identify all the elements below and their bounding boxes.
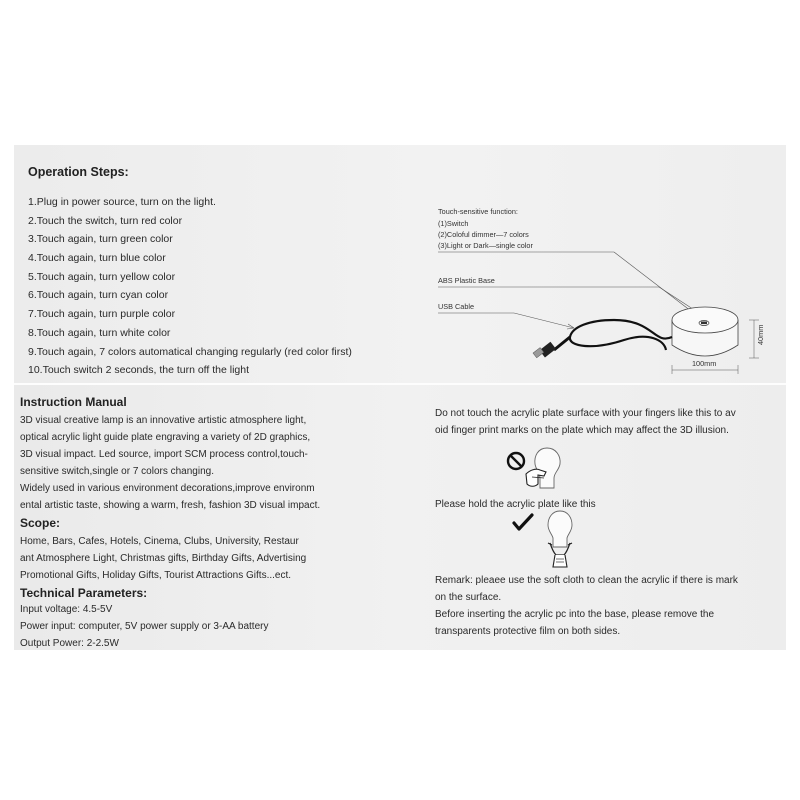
step-item: 1.Plug in power source, turn on the light. (28, 196, 216, 208)
remark-line: Before inserting the acrylic pc into the base, please remove the (435, 609, 715, 620)
intro-line: optical acrylic light guide plate engraving a variety of 2D graphics, (20, 432, 311, 443)
hold-instruction (435, 496, 785, 513)
instruction-column (20, 395, 430, 652)
touch-function-item: (2)Coloful dimmer—7 colors (438, 230, 529, 239)
scope-line: Home, Bars, Cafes, Hotels, Cinema, Clubs, University, Restaur (20, 536, 299, 547)
touch-function-item: (1)Switch (438, 219, 469, 228)
lamp-base-diagram (14, 145, 786, 383)
remark-line: Remark: pleaee use the soft cloth to clean the acrylic if there is mark (435, 575, 738, 586)
scope-title: Scope: (20, 516, 61, 530)
step-item: 10.Touch switch 2 seconds, the turn off the light (28, 364, 250, 377)
no-touch-icon (508, 453, 524, 469)
no-touch-illustration (502, 440, 577, 498)
width-dimension-label: 100mm (692, 359, 717, 368)
checkmark-icon (514, 515, 532, 529)
tech-line: Input voltage: 4.5-5V (20, 604, 113, 615)
scope-line: ant Atmosphere Light, Christmas gifts, Birthday Gifts, Advertising (20, 553, 307, 564)
abs-base-label: ABS Plastic Base (438, 276, 495, 285)
touch-function-title: Touch-sensitive function: (438, 207, 518, 216)
warning-line: Do not touch the acrylic plate surface with your fingers like this to av (435, 408, 736, 419)
intro-line: 3D visual impact. Led source, import SCM process control,touch- (20, 449, 308, 460)
hand-touching-plate-icon (526, 448, 560, 488)
remark-line: transparents protective film on both sides. (435, 626, 621, 637)
usb-cable-icon (533, 320, 672, 358)
remark-notes (435, 572, 785, 640)
intro-line: 3D visual creative lamp is an innovative artistic atmosphere light, (20, 415, 307, 426)
hand-holding-plate-icon (548, 511, 572, 567)
operation-panel (14, 145, 786, 383)
operation-steps-title: Operation Steps: (28, 165, 129, 179)
step-item: 3.Touch again, turn green color (28, 233, 173, 246)
height-dimension-label: 40mm (756, 324, 765, 345)
hold-line: Please hold the acrylic plate like this (435, 499, 596, 510)
step-item: 9.Touch again, 7 colors automatical changing regularly (red color first) (28, 345, 352, 358)
touch-function-item: (3)Light or Dark—single color (438, 241, 533, 250)
step-item: 5.Touch again, turn yellow color (28, 270, 176, 283)
scope-line: Promotional Gifts, Holiday Gifts, Tourist Attractions Gifts...ect. (20, 570, 292, 581)
warning-line: oid finger print marks on the plate which may affect the 3D illusion. (435, 425, 729, 436)
step-item: 6.Touch again, turn cyan color (28, 289, 169, 302)
care-notes-column (435, 405, 785, 439)
tech-line: Power input: computer, 5V power supply or 3-AA battery (20, 621, 269, 632)
remark-line: on the surface. (435, 592, 502, 603)
usb-cable-label: USB Cable (438, 302, 475, 311)
step-item: 2.Touch the switch, turn red color (28, 214, 183, 227)
intro-line: ental artistic taste, showing a warm, fresh, fashion 3D visual impact. (20, 500, 321, 511)
instruction-panel (14, 385, 786, 650)
step-item: 7.Touch again, turn purple color (28, 308, 176, 321)
correct-hold-illustration (512, 509, 582, 571)
intro-line: sensitive switch,single or 7 colors changing. (20, 466, 214, 477)
tech-line: Output Power: 2-2.5W (20, 638, 119, 649)
intro-line: Widely used in various environment decorations,improve environm (20, 483, 315, 494)
lamp-base-icon (672, 307, 738, 356)
step-item: 4.Touch again, turn blue color (28, 252, 166, 265)
instruction-manual-title: Instruction Manual (20, 395, 127, 409)
step-item: 8.Touch again, turn white color (28, 326, 171, 339)
technical-parameters-title: Technical Parameters: (20, 586, 148, 600)
